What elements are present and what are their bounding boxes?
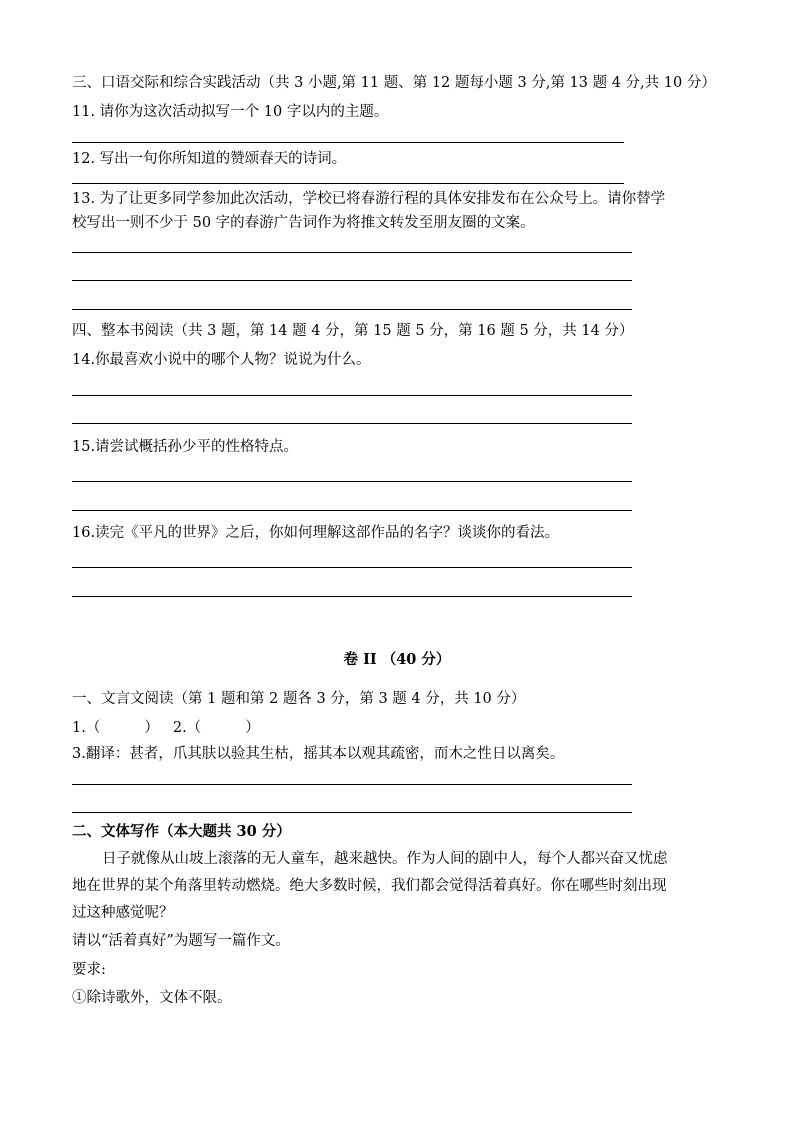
- section4-heading: 四、整本书阅读（共 3 题，第 14 题 4 分，第 15 题 5 分，第 16 题 5 分，共 14 分）: [72, 323, 634, 339]
- question-1-label: 1.（: [72, 720, 101, 736]
- question-12: 12. 写出一句你所知道的赞颂春天的诗词。: [72, 151, 347, 167]
- requirement-1: ①除诗歌外，文体不限。: [72, 990, 232, 1006]
- writing-title-instruction: 请以“活着真好”为题写一篇作文。: [72, 933, 290, 949]
- writing-prompt-line3: 过这种感觉呢？: [72, 905, 174, 921]
- answer-line[interactable]: [72, 784, 632, 785]
- writing-prompt-line1: 日子就像从山坡上滚落的无人童车，越来越快。作为人间的剧中人，每个人都兴奋又忧虑: [102, 851, 668, 867]
- question-16: 16.读完《平凡的世界》之后，你如何理解这部作品的名字？谈谈你的看法。: [72, 525, 560, 541]
- answer-line[interactable]: [72, 309, 632, 310]
- answer-line[interactable]: [72, 142, 624, 143]
- question-13-line1: 13. 为了让更多同学参加此次活动，学校已将春游行程的具体安排发布在公众号上。请你替学: [72, 191, 666, 207]
- question-14: 14.你最喜欢小说中的哪个人物？说说为什么。: [72, 352, 371, 368]
- questions-1-2: [72, 718, 260, 738]
- question-1-close: ）: [144, 720, 159, 736]
- answer-line[interactable]: [72, 395, 632, 396]
- question-11: 11. 请你为这次活动拟写一个 10 字以内的主题。: [72, 104, 389, 120]
- answer-line[interactable]: [72, 567, 632, 568]
- answer-line[interactable]: [72, 510, 632, 511]
- answer-line[interactable]: [72, 252, 632, 253]
- answer-line[interactable]: [72, 812, 632, 813]
- writing-prompt-line2: 地在世界的某个角落里转动燃烧。绝大多数时候，我们都会觉得活着真好。你在哪些时刻出现: [72, 878, 667, 894]
- question-3: 3.翻译：甚者，爪其肤以验其生枯，摇其本以观其疏密，而木之性日以离矣。: [72, 746, 565, 762]
- answer-line[interactable]: [72, 596, 632, 597]
- paper2-title: 卷 II （40 分）: [343, 651, 451, 668]
- writing-heading: 二、文体写作（本大题共 30 分）: [72, 823, 291, 840]
- question-2-close: ）: [245, 720, 260, 736]
- classical-reading-heading: 一、文言文阅读（第 1 题和第 2 题各 3 分，第 3 题 4 分，共 10 分）: [72, 691, 526, 707]
- answer-line[interactable]: [72, 481, 632, 482]
- answer-line[interactable]: [72, 183, 624, 184]
- answer-line[interactable]: [72, 280, 632, 281]
- question-2-label: 2.（: [172, 720, 202, 736]
- answer-line[interactable]: [72, 423, 632, 424]
- requirements-label: 要求:: [72, 962, 106, 978]
- question-15: 15.请尝试概括孙少平的性格特点。: [72, 439, 299, 455]
- question-13-line2: 校写出一则不少于 50 字的春游广告词作为将推文转发至朋友圈的文案。: [72, 215, 535, 231]
- section3-heading: 三、口语交际和综合实践活动（共 3 小题,第 11 题、第 12 题每小题 3 分,第 13 题 4 分,共 10 分）: [72, 75, 716, 91]
